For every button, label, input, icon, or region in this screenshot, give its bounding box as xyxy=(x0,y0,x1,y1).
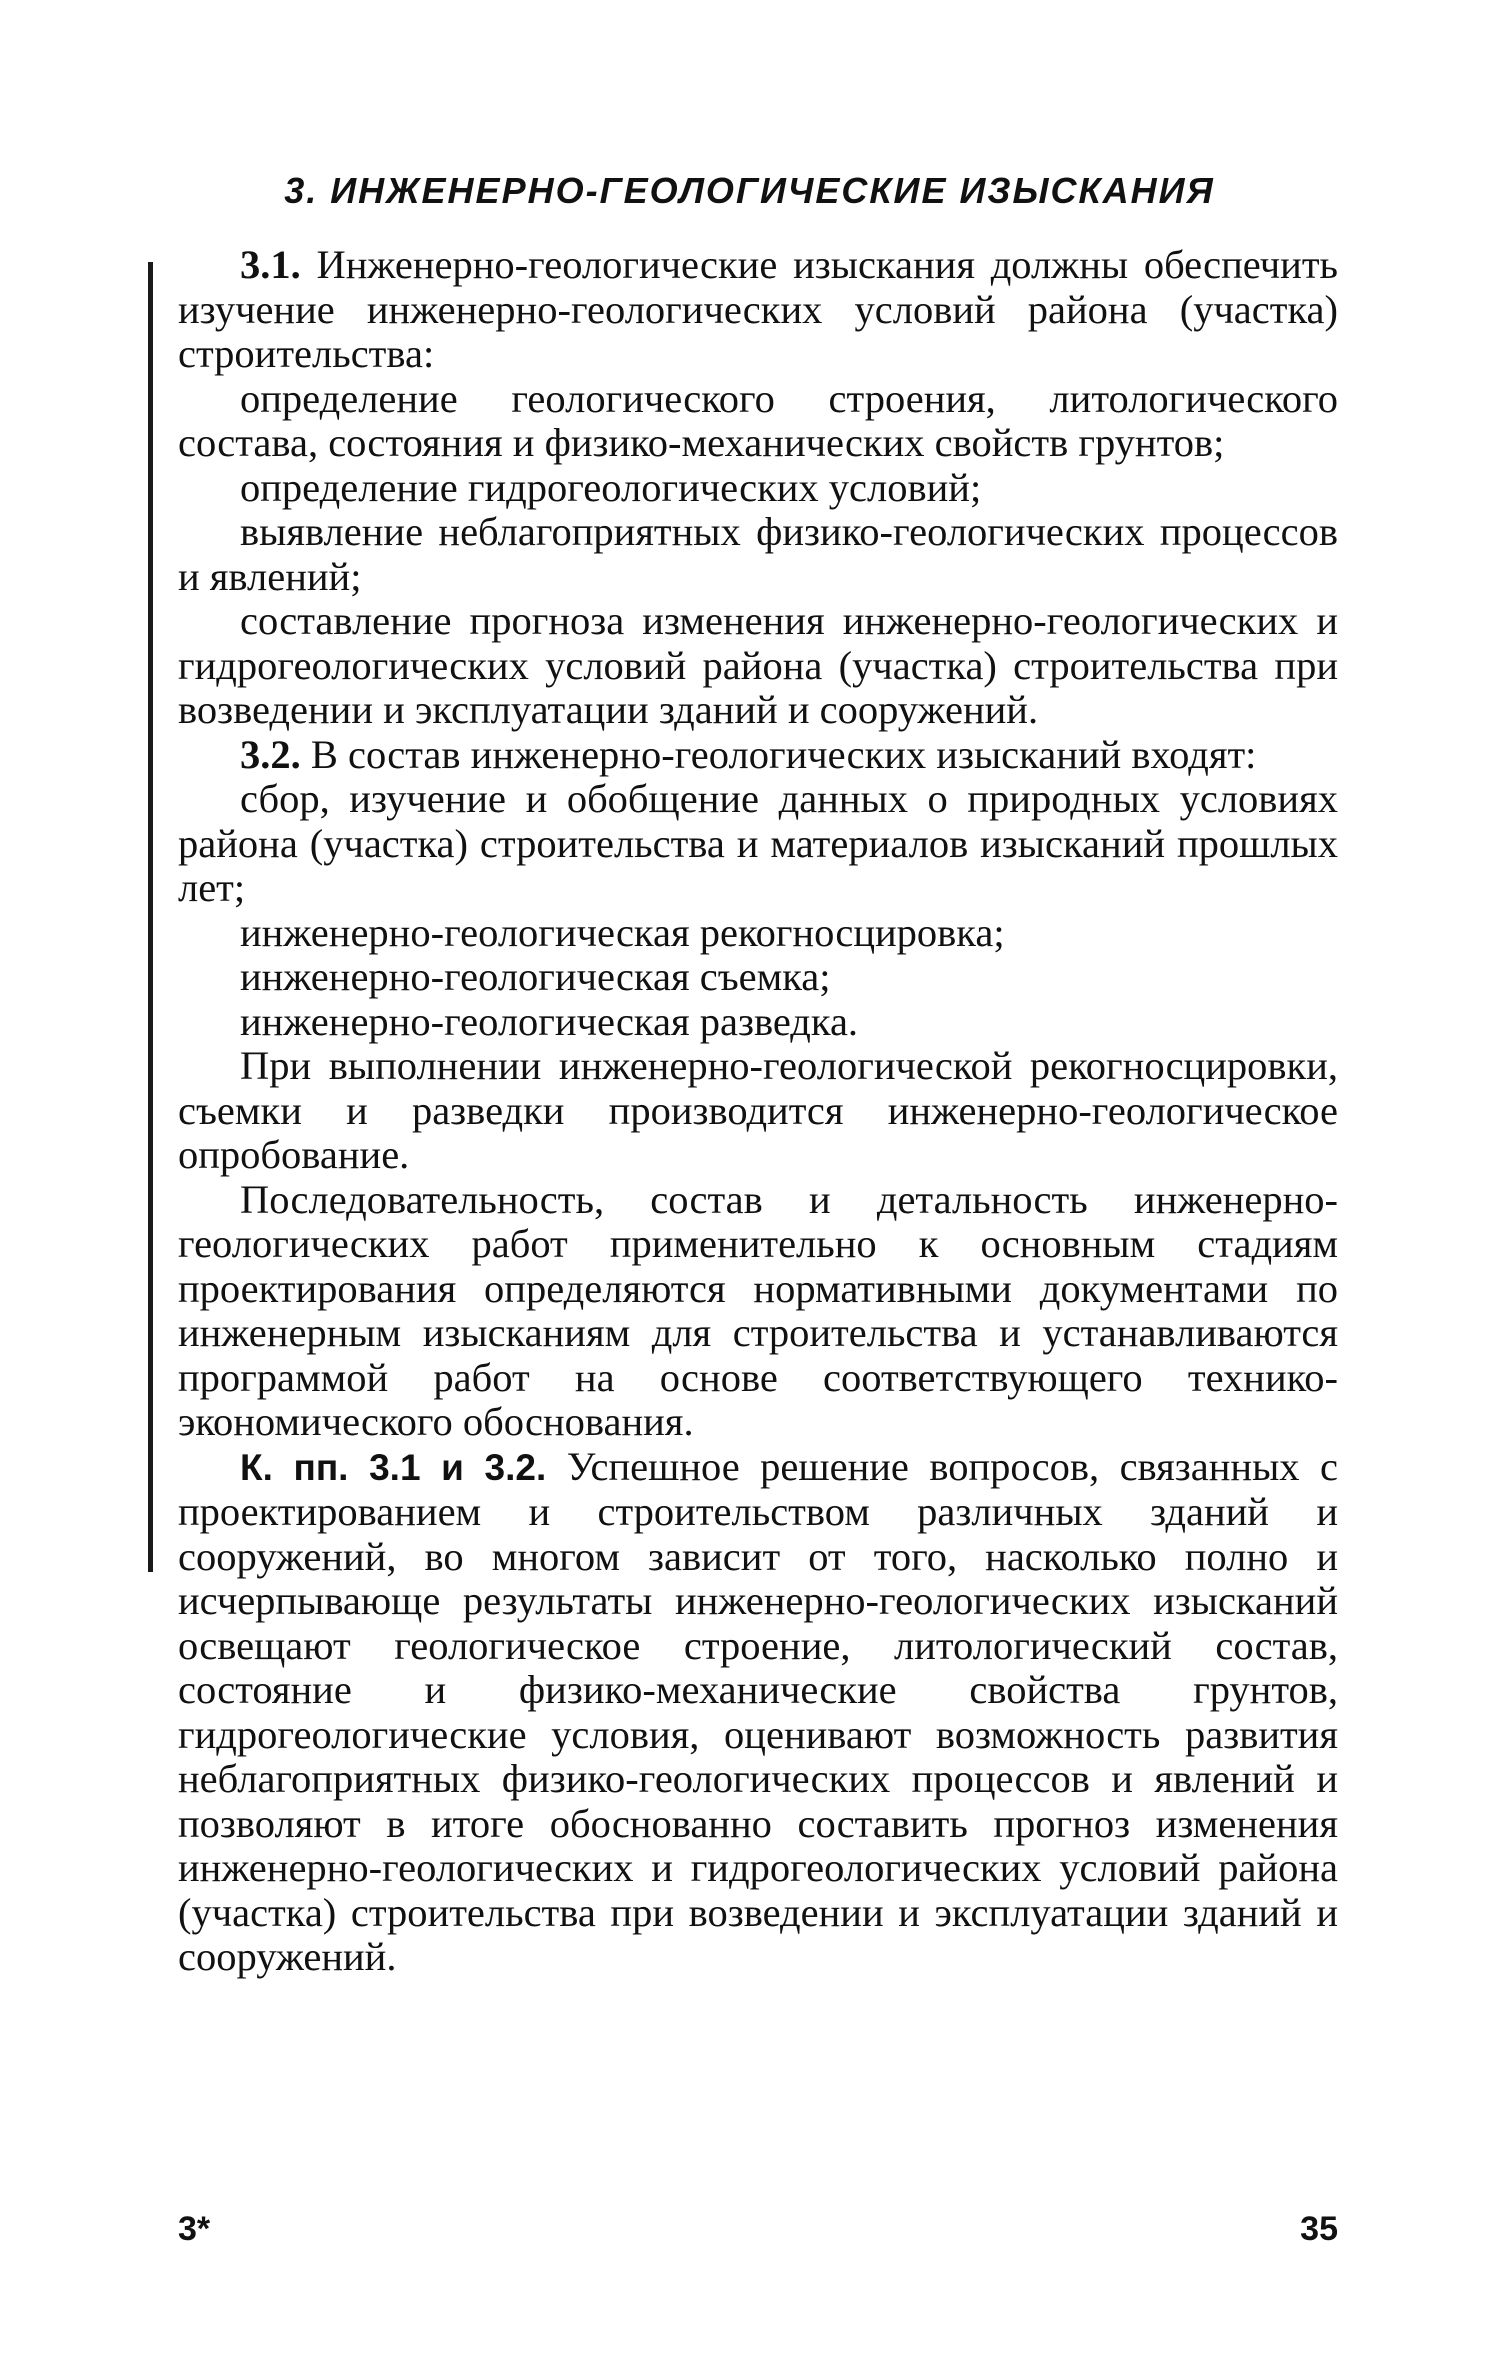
paragraph-text: Инженерно-геологические изыскания должны обеспечить изучение инженерно-геологических условий района (участка) строительства: xyxy=(178,242,1338,376)
paragraph-3-2 xyxy=(178,733,1338,778)
list-item: выявление неблагоприятных физико-геологических процессов и явлений; xyxy=(178,509,1338,599)
clause-number: 3.2. xyxy=(240,731,301,777)
paragraph-text: В состав инженерно-геологических изысканий входят: xyxy=(300,731,1257,777)
page-number: 35 xyxy=(1300,2210,1338,2248)
paragraph-3-1 xyxy=(178,243,1338,377)
list-item: составление прогноза изменения инженерно-геологических и гидрогеологических условий района (участка) строительства при возведении и эксплуатации зданий и сооружений. xyxy=(178,598,1338,732)
commentary-paragraph xyxy=(178,1445,1338,1980)
paragraph: Последовательность, состав и детальность инженерно-геологических работ применительно к основным стадиям проектирования определяются нормативными документами по инженерным изысканиям для строительства и устанавливаются программой работ на основе соответствующего технико-экономического обоснования. xyxy=(178,1176,1338,1444)
list-item: сбор, изучение и обобщение данных о природных условиях района (участка) строительства и материалов изысканий прошлых лет; xyxy=(178,776,1338,910)
margin-bar xyxy=(148,262,153,1572)
list-item: инженерно-геологическая разведка. xyxy=(240,998,859,1044)
list-item: инженерно-геологическая съемка; xyxy=(240,954,831,999)
body-text xyxy=(178,243,1338,1980)
list-item: определение гидрогеологических условий; xyxy=(240,464,982,510)
paragraph-text: Успешное решение вопросов, связанных с проектированием и строительством различных зданий и сооружений, во многом зависит от того, насколько полно и исчерпывающе результаты инженерно-геологических изысканий освещают геологическое строение, литологический состав, состояние и физико-механические свойства грунтов, гидрогеологические условия, оценивают возможность развития неблагоприятных физико-геологических процессов и явлений и позволяют в итоге обоснованно составить прогноз изменения инженерно-геологических и гидрогеологических условий района (участка) строительства при возведении и эксплуатации зданий и сооружений. xyxy=(178,1443,1338,1979)
clause-number: 3.1. xyxy=(240,242,301,287)
signature-mark: 3* xyxy=(178,2210,211,2248)
list-item: инженерно-геологическая рекогносцировка; xyxy=(240,909,1005,955)
paragraph: При выполнении инженерно-геологической рекогносцировки, съемки и разведки производится инженерно-геологическое опробование. xyxy=(178,1043,1338,1177)
commentary-lead: К. пп. 3.1 и 3.2. xyxy=(240,1446,547,1488)
section-title: 3. ИНЖЕНЕРНО-ГЕОЛОГИЧЕСКИЕ ИЗЫСКАНИЯ xyxy=(284,170,1215,211)
list-item: определение геологического строения, литологического состава, состояния и физико-механических свойств грунтов; xyxy=(178,375,1338,465)
